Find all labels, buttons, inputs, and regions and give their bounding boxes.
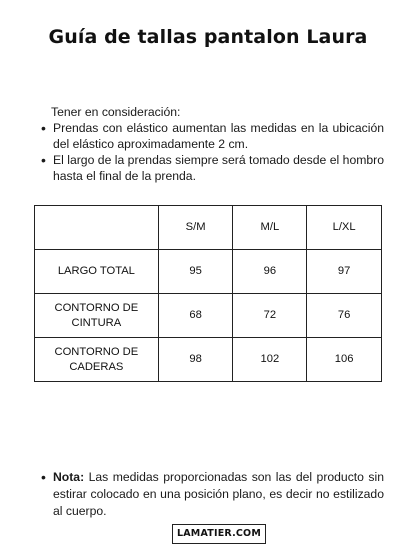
size-table xyxy=(34,205,382,382)
table-cell: 106 xyxy=(307,338,382,382)
table-cell: 95 xyxy=(158,250,233,294)
table-header-row xyxy=(35,206,382,250)
table-cell: 76 xyxy=(307,294,382,338)
footnote xyxy=(40,469,384,520)
table-cell: 97 xyxy=(307,250,382,294)
table-header-size: S/M xyxy=(158,206,233,250)
considerations-list xyxy=(40,120,384,184)
consideration-item-length: • El largo de la prendas siempre será tomado desde el hombro hasta el final de la prenda. xyxy=(40,152,384,184)
table-cell: 102 xyxy=(233,338,307,382)
page-title: Guía de tallas pantalon Laura xyxy=(48,26,368,48)
considerations-heading: Tener en consideración: xyxy=(51,105,181,119)
table-row xyxy=(35,338,382,382)
table-header-size: M/L xyxy=(233,206,307,250)
consideration-item-elastic: • Prendas con elástico aumentan las medidas en la ubicación del elástico aproximadamente 2 cm. xyxy=(40,120,384,152)
table-cell: 98 xyxy=(158,338,233,382)
table-cell: 72 xyxy=(233,294,307,338)
footnote-text: Las medidas proporcionadas son las del producto sin estirar colocado en una posición plano, es decir no estilizado al cuerpo. xyxy=(53,470,384,518)
table-cell: 68 xyxy=(158,294,233,338)
row-label: CONTORNO DE CADERAS xyxy=(35,338,159,382)
table-header-size: L/XL xyxy=(307,206,382,250)
row-label: LARGO TOTAL xyxy=(35,250,159,294)
table-row xyxy=(35,250,382,294)
brand-badge: LAMATIER.COM xyxy=(172,524,266,544)
considerations-section xyxy=(40,104,384,184)
table-row xyxy=(35,294,382,338)
footnote-label: Nota: xyxy=(53,470,85,484)
table-cell: 96 xyxy=(233,250,307,294)
table-header-empty xyxy=(35,206,159,250)
row-label: CONTORNO DE CINTURA xyxy=(35,294,159,338)
